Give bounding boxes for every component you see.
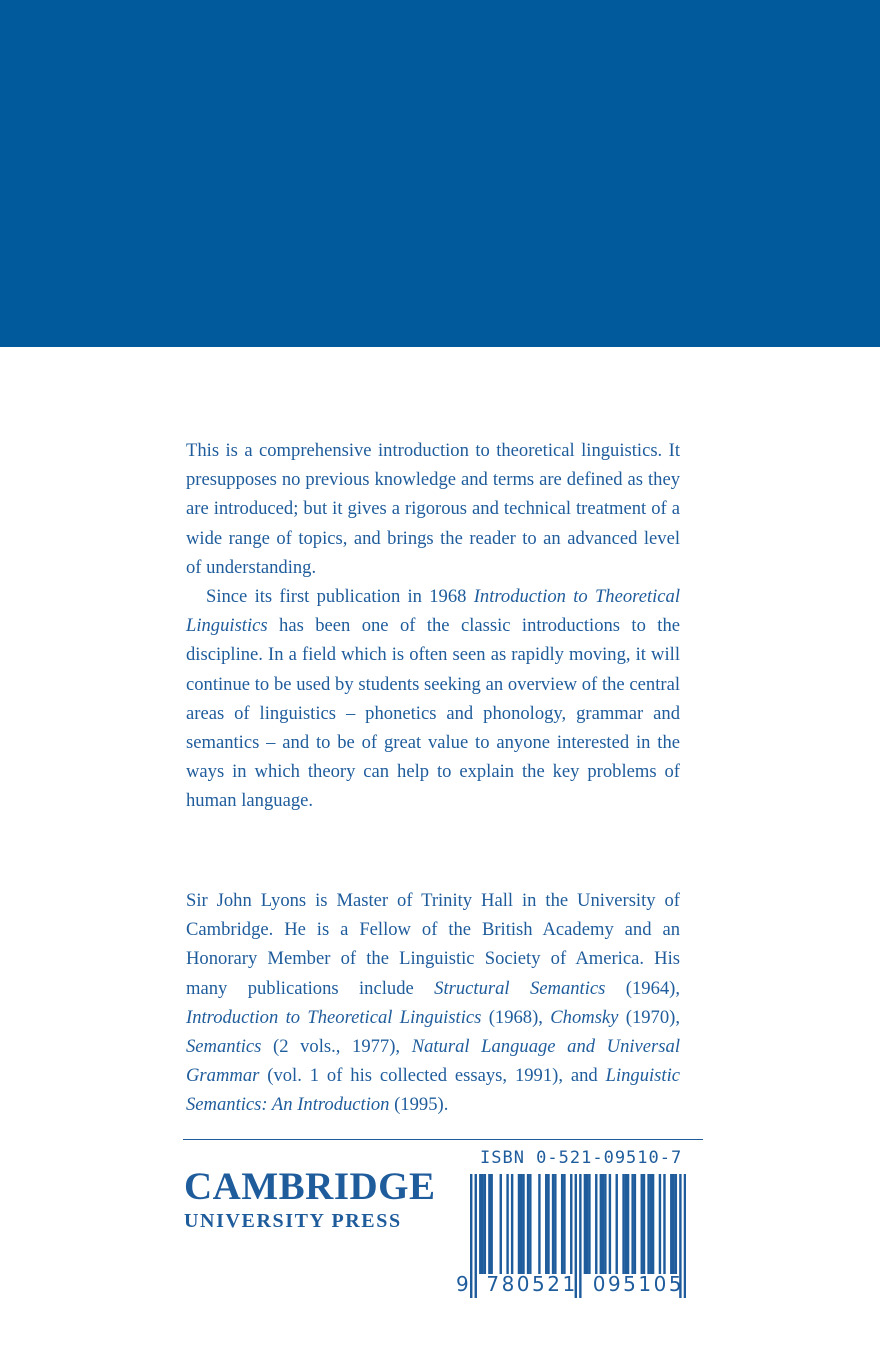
bio-text: (1970), <box>618 1006 680 1028</box>
barcode-bar <box>675 1174 677 1274</box>
barcode-bar <box>547 1174 549 1274</box>
barcode-bar <box>609 1174 611 1274</box>
barcode-bar <box>650 1174 652 1274</box>
barcode-digits <box>456 1272 689 1296</box>
author-bio <box>186 886 680 1120</box>
bio-text: (vol. 1 of his collected essays, 1991), and <box>259 1065 606 1087</box>
barcode-bar <box>625 1174 627 1274</box>
barcode-bar <box>663 1174 665 1274</box>
bio-text: (1968), <box>481 1006 551 1028</box>
barcode-bar <box>672 1174 674 1274</box>
barcode-bar <box>647 1174 649 1274</box>
barcode-bar <box>552 1174 554 1274</box>
barcode-bar <box>627 1174 629 1274</box>
barcode-bar <box>643 1174 645 1274</box>
divider-rule <box>183 1139 703 1140</box>
description-text: has been one of the classic introductions to the discipline. In a field which is often seen as rapidly moving, it will continue to be used by students seeking an overview of the central areas of linguistics – phonetics and phonology, grammar and semantics – and to be of great value to anyone interested in the ways in which theory can help to explain the key problems of human language. <box>186 615 680 812</box>
barcode-bar <box>563 1174 565 1274</box>
description-paragraph-1: This is a comprehensive introduction to theoretical linguistics. It presupposes no previous knowledge and terms are defined as they are introduced; but it gives a rigorous and technical treatment of a wide range of topics, and brings the reader to an advanced level of understanding. <box>186 440 680 578</box>
book-description <box>186 436 680 816</box>
barcode-bar <box>490 1174 492 1274</box>
barcode-bar <box>600 1174 602 1274</box>
barcode-bar <box>586 1174 588 1274</box>
barcode-bar <box>631 1174 633 1274</box>
barcode-bar <box>479 1174 481 1274</box>
barcode-bar <box>554 1174 556 1274</box>
bio-text: (2 vols., 1977), <box>261 1036 412 1058</box>
barcode-right-digits: 095105 <box>592 1272 685 1296</box>
barcode-bar <box>488 1174 490 1274</box>
publisher-logo <box>184 1167 444 1233</box>
barcode-bar <box>481 1174 483 1274</box>
description-text: Since its first publication in 1968 <box>206 586 474 608</box>
barcode-bar <box>561 1174 563 1274</box>
barcode-bar <box>616 1174 618 1274</box>
barcode-bar <box>545 1174 547 1274</box>
barcode-left-digits: 780521 <box>486 1272 578 1296</box>
bio-text: (1995). <box>389 1094 449 1116</box>
description-paragraph-2 <box>186 582 680 816</box>
barcode-bar <box>500 1174 502 1274</box>
barcode-bar <box>511 1174 513 1274</box>
barcode-bar <box>604 1174 606 1274</box>
cover-top-band <box>0 0 880 347</box>
barcode-bar <box>529 1174 531 1274</box>
publication-title: Linguistic Semantics: An Introduction <box>186 1065 680 1116</box>
barcode-bar <box>522 1174 524 1274</box>
publisher-press: UNIVERSITY PRESS <box>184 1210 402 1232</box>
barcode-lead-digit: 9 <box>456 1272 469 1296</box>
publication-title: Semantics <box>186 1036 262 1058</box>
barcode-bar <box>584 1174 586 1274</box>
barcode-bar <box>634 1174 636 1274</box>
barcode-bar <box>518 1174 520 1274</box>
barcode-bar <box>595 1174 597 1274</box>
publication-title: Structural Semantics <box>434 977 606 999</box>
publication-title: Introduction to Theoretical Linguistics <box>186 1006 482 1028</box>
barcode-bar <box>652 1174 654 1274</box>
barcode-bar <box>641 1174 643 1274</box>
publisher-name: CAMBRIDGE <box>184 1165 436 1208</box>
barcode-bar <box>570 1174 572 1274</box>
isbn-label: ISBN 0-521-09510-7 <box>480 1148 683 1168</box>
barcode-bar <box>602 1174 604 1274</box>
barcode-bar <box>520 1174 522 1274</box>
barcode-bar <box>622 1174 624 1274</box>
barcode-bar <box>484 1174 486 1274</box>
barcode-bar <box>527 1174 529 1274</box>
author-bio-paragraph <box>186 886 680 1120</box>
barcode-bar <box>659 1174 661 1274</box>
bio-text: (1964), <box>605 977 681 999</box>
barcode-bar <box>588 1174 590 1274</box>
bio-text: Sir John Lyons is Master of Trinity Hall in the University of Cambridge. He is a Fellow of the British Academy and an Honorary Member of the Linguistic Society of America. His many publications include <box>186 890 680 999</box>
publication-title: Natural Language and Universal Grammar <box>186 1036 680 1087</box>
book-title: Introduction to Theoretical Linguistics <box>186 586 680 637</box>
publication-title: Chomsky <box>550 1006 619 1028</box>
barcode-bar <box>670 1174 672 1274</box>
barcode-bar <box>506 1174 508 1274</box>
barcode-bar <box>538 1174 540 1274</box>
